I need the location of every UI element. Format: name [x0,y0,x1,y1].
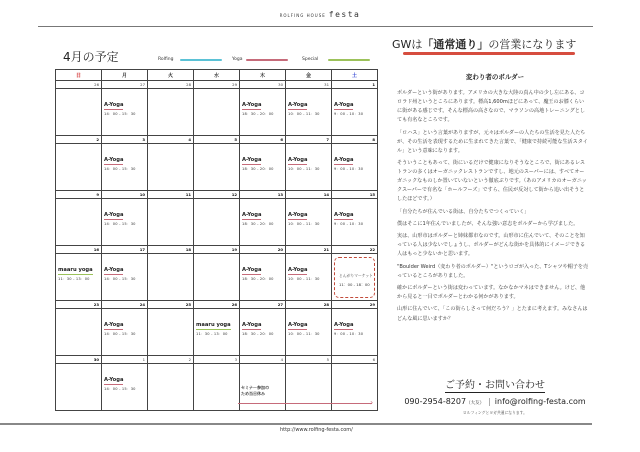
date-cell: 30 [56,356,102,364]
event-time: 9：00 - 10：30 [334,111,364,116]
article-paragraph: 「ロハス」という言葉がありますが、元々はボルダーの人たちの生活を見た人たちが、その生活を表現するために生まれてきた言葉で、「健康で持続可能な生活スタイル」という意味になります。 [397,129,588,154]
date-cell: 2 [148,356,194,364]
week-5-events [56,309,378,356]
weekday-sun: 日 [56,70,102,81]
event-a-yoga [334,311,377,337]
event-name: とんがりマーケット [339,273,373,278]
event-name: A-Yoga [334,157,354,163]
weekday-tue: 火 [148,70,194,81]
event-time: 18：30 - 20：00 [242,166,274,171]
phone-number[interactable]: 090-2954-8207 [404,397,467,406]
weekday-wed: 水 [194,70,240,81]
event-time: 18：30 - 20：00 [242,276,274,281]
day-cell [240,309,286,356]
week-3-events [56,199,378,246]
calendar-title: 4月の予定 [63,50,119,64]
event-name: A-Yoga [104,212,124,218]
article-subtitle: 変わり者のボルダー [465,73,525,81]
event-a-yoga [288,311,331,337]
event-time: 10：00 - 11：30 [288,331,320,336]
legend-label: Yoga [232,57,243,62]
article-paragraph: "Boulder Weird（変わり者のボルダー）"というロゴが入った、Tシャツや帽子を売っているところがありました。 [397,263,589,279]
week-2-events [56,144,378,191]
event-name: A-Yoga [104,377,124,383]
date-cell: 19 [194,246,240,254]
day-cell [286,309,332,356]
phone-note: （大友） [466,401,485,406]
day-cell [148,309,194,356]
event-name: A-Yoga [334,322,354,328]
event-name: A-Yoga [242,267,262,273]
date-cell: 18 [148,246,194,254]
event-name: maaru yoga [58,267,93,273]
date-cell: 1 [102,356,148,364]
event-time: 10：00 - 11：30 [288,166,320,171]
day-cell [148,254,194,301]
event-a-yoga [288,256,331,282]
day-cell [240,144,286,191]
date-cell: 30 [240,81,286,89]
event-name: A-Yoga [242,157,262,163]
event-name: A-Yoga [242,322,262,328]
event-name: A-Yoga [334,102,354,108]
event-a-yoga [288,91,331,117]
event-a-yoga [104,91,147,117]
footer-divider [0,423,592,425]
contact-note: ロルフィングとヨガ共通になります。 [463,410,527,415]
date-cell: 17 [102,246,148,254]
event-maaru-yoga [58,256,101,282]
week-4-events [56,254,378,301]
article-paragraph: 実は、山形市はボルダーと姉妹都市なのです。山形市に住んでいて、そのことを知っている人は少ないでしょうし、ボルダーがどんな街かを具体的にイメージできる人はもっと少ないかと思います。 [397,233,586,258]
event-maaru-yoga [196,311,239,337]
event-time: 18：30 - 20：00 [242,331,274,336]
weekday-thu: 木 [240,70,286,81]
email-link[interactable]: info@rolfing-festa.com [494,397,586,406]
article-paragraph: 確かにボルダーという街は変わっています。なかなかマネはできません。けど、他から見ると一目でボルダーとわかる何かがあります。 [397,285,586,301]
date-cell: 22 [332,246,378,254]
day-cell [148,144,194,191]
event-a-yoga [242,311,285,337]
legend-label: Special [302,57,319,62]
date-cell: 9 [56,191,102,199]
arrow-right-icon: › [370,398,374,407]
day-cell [56,309,102,356]
event-time: 10：00 - 11：30 [288,276,320,281]
day-cell [102,309,148,356]
event-name: A-Yoga [104,267,124,273]
article-paragraph: 僕はそこに1年住んでいましたが、そんな強い意志をボルダーから学びました。 [397,220,579,227]
date-cell: 2 [56,136,102,144]
date-cell: 28 [286,301,332,309]
week-5-dates [56,301,378,309]
event-time: 11：30 - 13：00 [58,276,90,281]
special-event-tongari-market [334,257,375,298]
weekday-mon: 月 [102,70,148,81]
day-cell [148,89,194,136]
day-cell [102,254,148,301]
article-paragraph: 「自分たちが住んでいる街は、自分たちでつくっていく」 [397,208,530,215]
event-time: 10：00 - 11：30 [288,221,320,226]
event-time: 18：30 - 20：00 [242,221,274,226]
day-cell [332,144,378,191]
date-cell: 10 [102,191,148,199]
event-a-yoga [242,91,285,117]
day-cell [332,254,378,301]
date-cell: 24 [102,301,148,309]
article-paragraph: ボルダーという街があります。アメリカの大きな大陸の真ん中の少し左にある、コロラド州というところにあります。標高1,600mほどにあって、魔王のお膝くらいに街がある感じです。そんな標高の高さなので、マラソンの高地トレーニングとしても有名なところです。 [397,90,585,124]
date-cell: 8 [332,136,378,144]
event-name: A-Yoga [334,212,354,218]
date-cell: 14 [286,191,332,199]
day-cell [102,144,148,191]
legend-rolfing [158,57,173,62]
event-time: 11：30 - 13：00 [196,331,228,336]
date-cell: 11 [148,191,194,199]
legend-special-swatch [328,59,370,61]
event-a-yoga [104,366,147,392]
event-a-yoga [334,146,377,172]
date-cell: 3 [102,136,148,144]
event-time: 14：00 - 15：30 [104,111,136,116]
headline-red-underline [403,52,575,55]
day-cell [56,89,102,136]
event-a-yoga [104,311,147,337]
week-6-dates [56,356,378,364]
event-time: 9：00 - 10：30 [334,166,364,171]
day-cell [286,144,332,191]
event-a-yoga [242,146,285,172]
day-cell [102,199,148,246]
event-name: A-Yoga [104,102,124,108]
day-cell [332,89,378,136]
headline-bold: 「通常通り」 [422,38,489,51]
contact-heading [380,376,610,391]
header-divider [38,26,593,27]
date-cell: 5 [194,136,240,144]
event-name: A-Yoga [242,212,262,218]
event-name: A-Yoga [288,212,308,218]
event-a-yoga [242,256,285,282]
day-cell [286,254,332,301]
headline-post: の営業になります [488,38,577,51]
week-4-dates [56,246,378,254]
event-a-yoga [104,146,147,172]
day-cell [148,364,194,411]
event-name: maaru yoga [196,322,231,328]
contact-separator: | [488,397,491,406]
legend-special [302,57,318,62]
date-cell: 25 [148,301,194,309]
event-a-yoga [104,256,147,282]
day-cell [194,199,240,246]
article-paragraph: そういうこともあって、街にいるだけで健康になりそうなところで、街にあるレストランの多くはオーガニックレストランですし、地元のスーパーには、すべてオーガニックなものしか置いていないという徹底ぶりです。（あのアメリカのオーガニックスーパーで有名な「ホールフーズ」ですら、住民が反対して街から追い出そうとしたほどです。） [397,160,587,203]
event-name: A-Yoga [104,157,124,163]
event-time: 14：00 - 15：30 [104,386,136,391]
date-cell: 7 [286,136,332,144]
date-cell: 29 [194,81,240,89]
day-cell [286,89,332,136]
date-cell: 31 [286,81,332,89]
date-cell: 4 [148,136,194,144]
article-body [397,89,589,327]
day-cell [286,199,332,246]
date-cell: 3 [194,356,240,364]
date-cell: 4 [240,356,286,364]
event-time: 14：00 - 15：30 [104,331,136,336]
event-a-yoga [288,146,331,172]
date-cell: 27 [102,81,148,89]
day-cell [332,309,378,356]
week-1-dates [56,81,378,89]
day-cell [102,89,148,136]
event-name: A-Yoga [288,157,308,163]
event-time: 9：00 - 10：30 [334,221,364,226]
legend-yoga [232,57,243,62]
event-name: A-Yoga [242,102,262,108]
event-time: 10：00 - 11：30 [288,111,320,116]
legend-yoga-swatch [246,59,288,61]
footer-url-link[interactable]: http://www.rolfing-festa.com/ [280,427,353,433]
day-cell [56,254,102,301]
date-cell: 6 [240,136,286,144]
event-name: A-Yoga [288,267,308,273]
event-a-yoga [334,201,377,227]
week-1-events [56,89,378,136]
day-cell [240,89,286,136]
calendar-grid [55,69,378,411]
event-name: A-Yoga [104,322,124,328]
day-cell [240,254,286,301]
week-2-dates [56,136,378,144]
day-cell [332,199,378,246]
event-time: 14：00 - 15：30 [104,276,136,281]
headline-pre: GWは [392,38,423,51]
seminar-arrow-line [238,403,372,404]
date-cell: 16 [56,246,102,254]
date-cell: 21 [286,246,332,254]
date-cell: 15 [332,191,378,199]
contact-details [380,397,610,406]
date-cell: 12 [194,191,240,199]
event-name: A-Yoga [288,322,308,328]
event-time: 9：00 - 10：30 [334,331,364,336]
date-cell: 23 [56,301,102,309]
date-cell: 28 [148,81,194,89]
site-logo [0,10,640,19]
legend-label: Rolfing [158,57,174,62]
date-cell: 6 [332,356,378,364]
date-cell: 26 [56,81,102,89]
seminar-note-line1: セミナー参加の [241,385,269,390]
date-cell: 5 [286,356,332,364]
event-a-yoga [242,201,285,227]
date-cell: 13 [240,191,286,199]
logo-small-text: ROLFING HOUSE [279,13,326,18]
day-cell [148,199,194,246]
event-time: 14：00 - 15：30 [104,221,136,226]
day-cell [194,89,240,136]
date-cell: 20 [240,246,286,254]
day-cell [194,144,240,191]
day-cell [56,199,102,246]
day-cell [102,364,148,411]
week-3-dates [56,191,378,199]
event-name: A-Yoga [288,102,308,108]
event-a-yoga [104,201,147,227]
event-time: 18：30 - 20：00 [242,111,274,116]
weekday-header-row [56,70,378,81]
day-cell [194,364,240,411]
day-cell [194,254,240,301]
event-a-yoga [334,91,377,117]
day-cell [56,144,102,191]
day-cell [194,309,240,356]
contact-title-text: ご予約・お問い合わせ [445,380,545,391]
date-cell: 26 [194,301,240,309]
logo-brand: festa [328,10,361,19]
seminar-note-line2: ため当日休み [241,391,265,396]
seminar-closed-note [241,385,269,397]
gw-headline [392,36,576,52]
day-cell [240,199,286,246]
weekday-fri: 金 [286,70,332,81]
date-cell: 27 [240,301,286,309]
day-cell [56,364,102,411]
event-time: 11：00 - 18：00 [339,282,370,287]
article-paragraph: 山形に住んでいて、「この街らしさって何だろう？」とたまに考えます。みなさんはどんな風に思いますか？ [397,306,588,322]
weekday-sat: 土 [332,70,378,81]
date-cell: 29 [332,301,378,309]
legend-rolfing-swatch [180,59,222,61]
date-cell: 1 [332,81,378,89]
event-a-yoga [288,201,331,227]
event-time: 14：00 - 15：30 [104,166,136,171]
